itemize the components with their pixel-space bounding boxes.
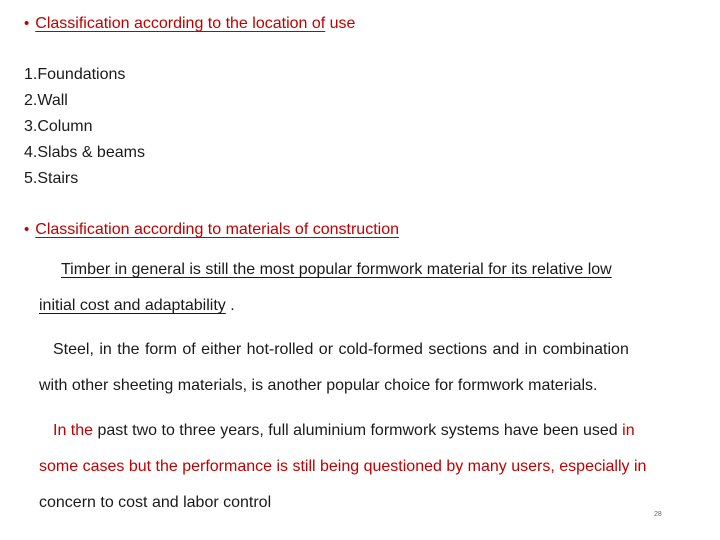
heading-location-tail: use (325, 15, 356, 32)
aluminium-line-2-end: in (633, 458, 647, 475)
aluminium-line-1-mid: past two to three years, full aluminium formwork systems have been used (93, 422, 623, 439)
aluminium-line-1-end: in (622, 422, 635, 439)
page-number: 28 (654, 511, 662, 518)
aluminium-line-3: concern to cost and labor control (39, 494, 272, 511)
bullet-icon: • (24, 15, 30, 32)
heading-materials: Classification according to materials of construction (35, 221, 399, 238)
timber-line-1: Timber in general is still the most popular formwork material for its relative low (61, 261, 612, 278)
list-item: 3.Column (24, 118, 93, 135)
list-item: 1.Foundations (24, 66, 126, 83)
section-heading-materials (24, 220, 399, 240)
steel-line-1: Steel, in the form of either hot-rolled or cold-formed sections and in combination (53, 341, 629, 358)
aluminium-line-2 (39, 458, 646, 476)
location-list (24, 62, 145, 192)
list-item: 5.Stairs (24, 170, 79, 187)
list-item: 4.Slabs & beams (24, 144, 145, 161)
timber-line-2 (39, 297, 235, 315)
timber-line-2-tail: . (225, 297, 235, 314)
aluminium-line-2-start: some cases but the performance is still being questioned by many users, especially (39, 458, 634, 475)
heading-location-underlined: Classification according to the location of (35, 15, 326, 32)
section-heading-location (24, 14, 355, 34)
steel-line-2: with other sheeting materials, is another popular choice for formwork materials. (39, 377, 598, 394)
bullet-icon: • (24, 221, 30, 238)
aluminium-line-1 (53, 422, 635, 440)
timber-line-2-underlined: initial cost and adaptability (39, 297, 226, 314)
aluminium-line-1-start: In the (53, 422, 94, 439)
list-item: 2.Wall (24, 92, 68, 109)
